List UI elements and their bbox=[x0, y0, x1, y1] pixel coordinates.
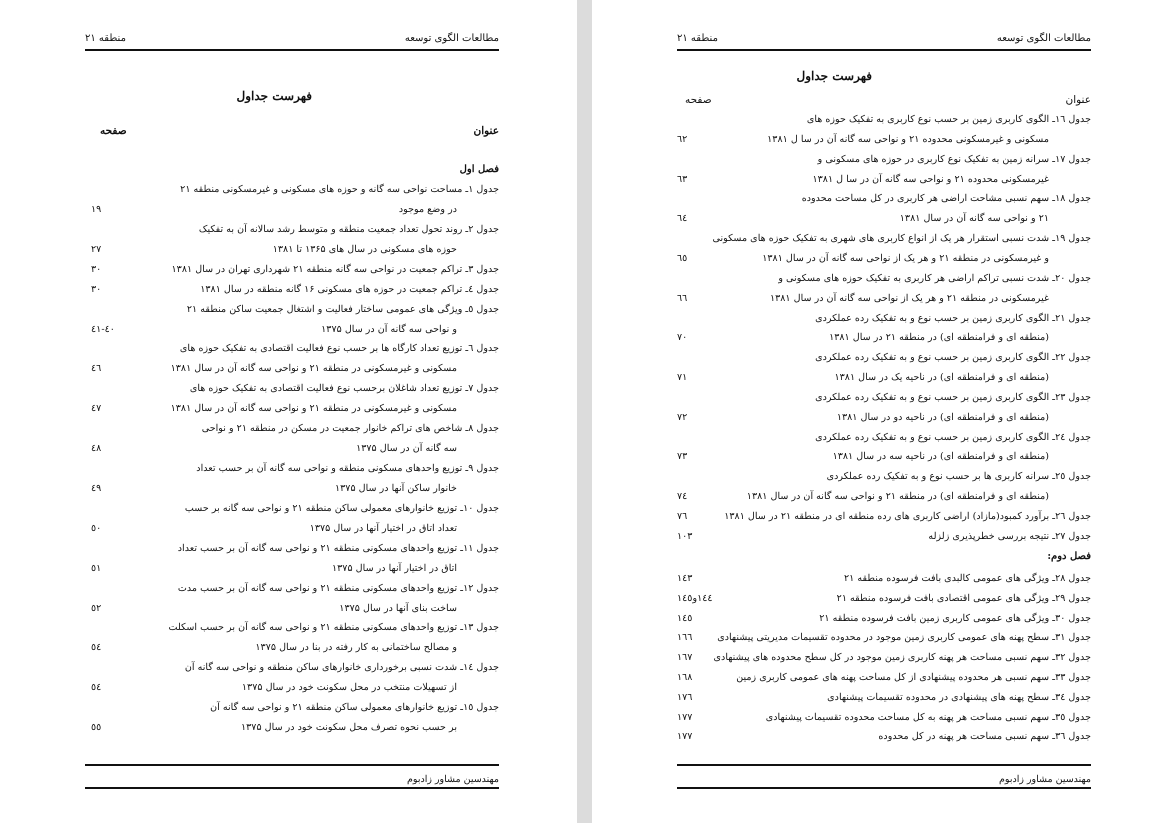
toc-row bbox=[85, 240, 499, 260]
toc-entry-title: جدول ۲۷ـ نتیجه بررسی خطرپذیری زلزله bbox=[928, 530, 1091, 542]
running-header bbox=[85, 33, 499, 47]
toc-entry-title: جدول ۹ـ توزیع واحدهای مسکونی منطقه و نواحی سه گانه آن بر حسب تعداد bbox=[196, 463, 499, 475]
toc-entry-title: جدول ۲۸ـ ویژگی های عمومی کالبدی بافت فرسوده منطقه ۲۱ bbox=[844, 573, 1091, 584]
toc-entry-title: جدول ۱٤ـ شدت نسبی برخورداری خانوارهای ساکن منطقه و نواحی سه گانه آن bbox=[184, 662, 499, 674]
toc-row bbox=[85, 599, 499, 619]
document-page-left bbox=[0, 0, 577, 823]
toc-entry-page: ٦۳ bbox=[677, 173, 688, 185]
toc-entry-page: ٦٤ bbox=[677, 213, 688, 225]
toc-entry-page: ٤۷ bbox=[91, 403, 102, 415]
header-rule bbox=[85, 49, 499, 51]
toc-entry-title: جدول ۱۳ـ توزیع واحدهای مسکونی منطقه ۲۱ و نواحی سه گانه آن بر حسب اسکلت bbox=[168, 622, 499, 634]
header-region: منطقه ۲۱ bbox=[677, 33, 718, 44]
toc-entry-title: جدول ۲ـ روند تحول تعداد جمعیت منطقه و متوسط رشد سالانه آن به تفکیک bbox=[198, 223, 499, 235]
toc-row bbox=[85, 479, 499, 499]
toc-row bbox=[677, 668, 1091, 688]
toc-row bbox=[677, 388, 1091, 408]
toc-row bbox=[85, 678, 499, 698]
toc-row bbox=[677, 408, 1091, 428]
toc-entry-page: ۱۰۳ bbox=[677, 530, 693, 542]
toc-row bbox=[677, 328, 1091, 348]
toc-row bbox=[85, 379, 499, 399]
toc-entry-title: ساخت بنای آنها در سال ۱۳۷۵ bbox=[339, 602, 457, 614]
toc-entry-title: تعداد اتاق در اختیار آنها در سال ۱۳۷۵ bbox=[309, 522, 457, 534]
toc-entry-title: خانوار ساکن آنها در سال ۱۳۷۵ bbox=[334, 482, 457, 494]
toc-row bbox=[677, 229, 1091, 249]
toc-row bbox=[85, 200, 499, 220]
toc-entry-title: جدول ۱٦ـ الگوی کاربری زمین بر حسب نوع کاربری به تفکیک حوزه های bbox=[806, 114, 1091, 125]
toc-row bbox=[85, 618, 499, 638]
toc-row bbox=[85, 399, 499, 419]
toc-entry-title: جدول ۱۱ـ توزیع واحدهای مسکونی منطقه ۲۱ و نواحی سه گانه آن بر حسب تعداد bbox=[177, 542, 499, 554]
column-page-header: صفحه bbox=[100, 125, 127, 137]
toc-row bbox=[677, 110, 1091, 130]
toc-entry-title: اتاق در اختیار آنها در سال ۱۳۷۵ bbox=[332, 562, 457, 574]
section-heading: فصل اول bbox=[459, 164, 499, 175]
toc-entry-page: ٤۰-٤۱ bbox=[91, 323, 115, 335]
toc-entry-title: جدول ۳٤ـ سطح پهنه های پیشنهادی در محدوده تقسیمات پیشنهادی bbox=[827, 691, 1091, 703]
toc-entry-title: بر حسب نحوه تصرف محل سکونت خود در سال ۱۳۷۵ bbox=[241, 722, 457, 734]
toc-entry-title: جدول ۲۳ـ الگوی کاربری زمین بر حسب نوع و به تفکیک رده عملکردی bbox=[815, 391, 1091, 403]
toc-row bbox=[677, 309, 1091, 329]
toc-entry-title: جدول ۳ـ تراکم جمعیت در نواحی سه گانه منطقه ۲۱ شهرداری تهران در سال ۱۳۸۱ bbox=[171, 263, 499, 275]
page-heading: فهرست جداول bbox=[796, 69, 872, 83]
toc-entry-page: ٦٦ bbox=[677, 292, 688, 304]
toc-entry-page: ٥٤ bbox=[91, 682, 102, 694]
header-title: مطالعات الگوی توسعه bbox=[996, 33, 1091, 44]
footer-rule-bottom bbox=[677, 787, 1091, 789]
header-rule bbox=[677, 49, 1091, 51]
column-title-header: عنوان bbox=[473, 125, 499, 137]
toc-entry-page: ۱٤۳ bbox=[677, 573, 693, 584]
page-heading: فهرست جداول bbox=[236, 89, 312, 103]
toc-entry-title: مسکونی و غیرمسکونی در منطقه ۲۱ و نواحی سه گانه آن در سال ۱۳۸۱ bbox=[170, 403, 457, 415]
toc-row bbox=[677, 249, 1091, 269]
toc-entry-page: ۳۰ bbox=[91, 283, 102, 295]
toc-entry-title: و غیرمسکونی در منطقه ۲۱ و هر یک از نواحی سه گانه آن در سال ۱۳۸۱ bbox=[762, 252, 1049, 264]
toc-row bbox=[677, 289, 1091, 309]
toc-row bbox=[85, 180, 499, 200]
column-title-header: عنوان bbox=[1065, 94, 1091, 106]
toc-entry-page: ٥۰ bbox=[91, 522, 102, 534]
toc-entry-page: ۳۰ bbox=[91, 263, 102, 275]
toc-row bbox=[677, 648, 1091, 668]
footer-rule bbox=[677, 764, 1091, 766]
toc-row bbox=[85, 718, 499, 738]
toc-entry-page: ۲۷ bbox=[91, 243, 102, 255]
toc-entry-title: جدول ٤ـ تراکم جمعیت در حوزه های مسکونی ۱۶ گانه منطقه در سال ۱۳۸۱ bbox=[200, 283, 499, 295]
toc-row bbox=[85, 499, 499, 519]
footer-rule bbox=[85, 764, 499, 766]
toc-entry-page: ۱۷۷ bbox=[677, 711, 693, 723]
toc-entry-page: ۱٦۸ bbox=[677, 672, 693, 683]
toc-row bbox=[677, 269, 1091, 289]
toc-entry-title: جدول ۸ـ شاخص های تراکم خانوار جمعیت در مسکن در منطقه ۲۱ و نواحی bbox=[201, 423, 499, 435]
toc-row bbox=[677, 727, 1091, 747]
toc-row bbox=[85, 658, 499, 678]
toc-entry-title: مسکونی و غیرمسکونی در منطقه ۲۱ و نواحی سه گانه آن در سال ۱۳۸۱ bbox=[170, 363, 457, 375]
toc-row bbox=[85, 638, 499, 658]
page-gutter bbox=[577, 0, 592, 823]
toc-row bbox=[85, 419, 499, 439]
toc-entry-title: جدول ۲٥ـ سرانه کاربری ها بر حسب نوع و به تفکیک رده عملکردی bbox=[826, 471, 1091, 483]
toc-entry-page: ۱٦۷ bbox=[677, 652, 693, 664]
toc-row bbox=[677, 688, 1091, 708]
toc-row bbox=[85, 559, 499, 579]
toc-entry-page: ۷۲ bbox=[677, 411, 688, 423]
toc-entry-title: و نواحی سه گانه آن در سال ۱۳۷۵ bbox=[321, 323, 457, 335]
toc-entry-page: ۱٤٤و۱٤٥ bbox=[677, 592, 713, 604]
toc-row bbox=[85, 339, 499, 359]
toc-row bbox=[85, 280, 499, 300]
toc-row bbox=[85, 300, 499, 320]
toc-row bbox=[85, 519, 499, 539]
toc-row bbox=[85, 359, 499, 379]
toc-entry-title: جدول ۲۲ـ الگوی کاربری زمین بر حسب نوع و به تفکیک رده عملکردی bbox=[815, 352, 1091, 364]
toc-entry-title: جدول ۲۹ـ ویژگی های عمومی اقتصادی بافت فرسوده منطقه ۲۱ bbox=[836, 592, 1091, 604]
toc-entry-title: و مصالح ساختمانی به کار رفته در بنا در سال ۱۳۷۵ bbox=[255, 642, 457, 654]
section-heading: فصل دوم: bbox=[1047, 551, 1091, 562]
toc-row bbox=[85, 579, 499, 599]
toc-entry-title: جدول ۱۷ـ سرانه زمین به تفکیک نوع کاربری در حوزه های مسکونی و bbox=[817, 153, 1091, 165]
toc-entry-title: (منطقه ای و فرامنطقه ای) در منطقه ۲۱ و نواحی سه گانه آن در سال ۱۳۸۱ bbox=[746, 491, 1049, 503]
toc-entry-title: جدول ۲۱ـ الگوی کاربری زمین بر حسب نوع و به تفکیک رده عملکردی bbox=[815, 312, 1091, 324]
toc-entry-page: ٥۱ bbox=[91, 562, 102, 574]
toc-row bbox=[85, 260, 499, 280]
toc-entry-title: جدول ۱٥ـ توزیع خانوارهای معمولی ساکن منطقه ۲۱ و نواحی سه گانه آن bbox=[210, 702, 499, 714]
footer-rule-bottom bbox=[85, 787, 499, 789]
document-page-right bbox=[592, 0, 1169, 823]
toc-entry-page: ٦۲ bbox=[677, 133, 688, 145]
toc-entry-title: (منطقه ای و فرامنطقه ای) در منطقه ۲۱ در سال ۱۳۸۱ bbox=[829, 332, 1049, 344]
toc-entry-title: جدول ۱۰ـ توزیع خانوارهای معمولی ساکن منطقه ۲۱ و نواحی سه گانه بر حسب bbox=[184, 502, 499, 514]
toc-entry-page: ٥٥ bbox=[91, 722, 102, 734]
toc-row bbox=[677, 628, 1091, 648]
toc-entry-page: ٤٦ bbox=[91, 363, 102, 375]
toc-entry-page: ٥۲ bbox=[91, 602, 102, 614]
toc-entry-title: جدول ۲٦ـ برآورد کمبود(مازاد) اراضی کاربری های رده منطقه ای در منطقه ۲۱ در سال ۱۳۸۱ bbox=[724, 511, 1091, 522]
toc-entry-page: ۱۷۷ bbox=[677, 731, 693, 743]
toc-row bbox=[677, 150, 1091, 170]
toc-entry-title: (منطقه ای و فرامنطقه ای) در ناحیه یک در سال ۱۳۸۱ bbox=[834, 372, 1049, 384]
toc-row bbox=[677, 209, 1091, 229]
header-region: منطقه ۲۱ bbox=[85, 33, 126, 44]
toc-entry-page: ۷٤ bbox=[677, 491, 688, 503]
toc-entry-title: جدول ۲۰ـ شدت نسبی تراکم اراضی هر کاربری به تفکیک حوزه های مسکونی و bbox=[778, 272, 1091, 284]
toc-entry-title: جدول ۲٤ـ الگوی کاربری زمین بر حسب نوع و به تفکیک رده عملکردی bbox=[815, 431, 1091, 443]
toc-entry-title: غیرمسکونی محدوده ۲۱ و نواحی سه گانه آن در سا ل ۱۳۸۱ bbox=[812, 173, 1049, 185]
column-page-header: صفحه bbox=[685, 94, 712, 106]
toc-row bbox=[85, 439, 499, 459]
toc-entry-title: (منطقه ای و فرامنطقه ای) در ناحیه دو در سال ۱۳۸۱ bbox=[836, 411, 1049, 423]
toc-entry-title: جدول ۳٦ـ سهم نسبی مساحت هر پهنه در کل محدوده bbox=[878, 731, 1091, 743]
header-title: مطالعات الگوی توسعه bbox=[404, 33, 499, 44]
toc-entry-page: ۷۱ bbox=[677, 372, 688, 384]
toc-row bbox=[677, 189, 1091, 209]
toc-entry-page: ۱٦٦ bbox=[677, 632, 693, 644]
footer-text: مهندسین مشاور زادبوم bbox=[999, 774, 1091, 785]
toc-entry-title: جدول ۳۱ـ سطح پهنه های عمومی کاربری زمین موجود در محدوده تقسیمات مدیریتی پیشنهادی bbox=[717, 632, 1091, 644]
toc-entry-page: ۷۰ bbox=[677, 332, 688, 344]
toc-entry-page: ۱۹ bbox=[91, 203, 102, 215]
toc-entry-title: در وضع موجود bbox=[398, 203, 457, 215]
toc-row bbox=[677, 487, 1091, 507]
toc-entry-title: حوزه های مسکونی در سال های ۱۳۶۵ تا ۱۳۸۱ bbox=[272, 243, 457, 255]
toc-row bbox=[677, 609, 1091, 629]
toc-entry-page: ۱٤٥ bbox=[677, 612, 693, 624]
toc-entry-title: غیرمسکونی در منطقه ۲۱ و هر یک از نواحی سه گانه آن در سال ۱۳۸۱ bbox=[769, 292, 1049, 304]
toc-entry-page: ٤۸ bbox=[91, 443, 102, 455]
toc-entry-page: ۱۷٦ bbox=[677, 691, 693, 703]
toc-entry-title: از تسهیلات منتخب در محل سکونت خود در سال ۱۳۷۵ bbox=[241, 682, 457, 694]
running-header bbox=[677, 33, 1091, 47]
toc-entry-page: ٤۹ bbox=[91, 482, 102, 494]
toc-entry-title: جدول ۳٥ـ سهم نسبی مساحت هر پهنه به کل مساحت محدوده تقسیمات پیشنهادی bbox=[765, 711, 1091, 723]
toc-row bbox=[85, 539, 499, 559]
toc-entry-title: جدول ۳۲ـ سهم نسبی مساحت هر پهنه کاربری زمین موجود در کل سطح محدوده های پیشنهادی bbox=[713, 652, 1091, 664]
toc-entry-title: جدول ۷ـ توزیع تعداد شاغلان برحسب نوع فعالیت اقتصادی به تفکیک حوزه های bbox=[189, 383, 499, 395]
toc-entry-title: جدول ۳۰ـ ویژگی های عمومی کاربری زمین بافت فرسوده منطقه ۲۱ bbox=[819, 612, 1091, 624]
toc-entry-title: جدول ٦ـ توزیع تعداد کارگاه ها بر حسب نوع فعالیت اقتصادی به تفکیک حوزه های bbox=[179, 343, 499, 355]
toc-row bbox=[677, 589, 1091, 609]
toc-row bbox=[677, 569, 1091, 589]
toc-row bbox=[677, 507, 1091, 527]
toc-entry-title: جدول ۱ـ مساحت نواحی سه گانه و حوزه های مسکونی و غیرمسکونی منطقه ۲۱ bbox=[180, 184, 499, 195]
toc-row bbox=[677, 447, 1091, 467]
toc-row bbox=[677, 170, 1091, 190]
toc-entry-title: جدول ۱۲ـ توزیع واحدهای مسکونی منطقه ۲۱ و نواحی سه گانه آن بر حسب مدت bbox=[177, 582, 499, 594]
toc-entry-page: ۷٦ bbox=[677, 511, 688, 522]
toc-entry-title: جدول ٥ـ ویژگی های عمومی ساختار فعالیت و اشتغال جمعیت ساکن منطقه ۲۱ bbox=[186, 303, 499, 315]
toc-entry-title: مسکونی و غیرمسکونی محدوده ۲۱ و نواحی سه گانه آن در سا ل ۱۳۸۱ bbox=[767, 133, 1049, 145]
toc-entry-title: جدول ۳۳ـ سهم نسبی هر محدوده پیشنهادی از کل مساحت پهنه های عمومی کاربری زمین bbox=[736, 672, 1091, 683]
toc-row bbox=[677, 527, 1091, 547]
toc-row bbox=[85, 698, 499, 718]
toc-entry-title: جدول ۱۸ـ سهم نسبی مشاحت اراضی هر کاربری در کل مساحت محدوده bbox=[801, 193, 1091, 205]
toc-row bbox=[677, 348, 1091, 368]
toc-row bbox=[85, 320, 499, 340]
toc-entry-title: ۲۱ و نواحی سه گانه آن در سال ۱۳۸۱ bbox=[899, 213, 1049, 225]
toc-row bbox=[677, 708, 1091, 728]
toc-row bbox=[677, 368, 1091, 388]
toc-entry-title: جدول ۱۹ـ شدت نسبی استقرار هر یک از انواع کاربری های شهری به تفکیک حوزه های مسکونی bbox=[712, 233, 1091, 245]
toc-row bbox=[677, 467, 1091, 487]
toc-entry-page: ۷۳ bbox=[677, 451, 688, 463]
toc-entry-title: سه گانه آن در سال ۱۳۷۵ bbox=[356, 443, 457, 455]
toc-row bbox=[677, 130, 1091, 150]
toc-row bbox=[677, 428, 1091, 448]
toc-row bbox=[85, 459, 499, 479]
toc-row bbox=[85, 220, 499, 240]
footer-text: مهندسین مشاور زادبوم bbox=[407, 774, 499, 785]
toc-entry-page: ٦٥ bbox=[677, 252, 688, 264]
toc-entry-page: ٥٤ bbox=[91, 642, 102, 654]
toc-entry-title: (منطقه ای و فرامنطقه ای) در ناحیه سه در سال ۱۳۸۱ bbox=[832, 451, 1049, 463]
